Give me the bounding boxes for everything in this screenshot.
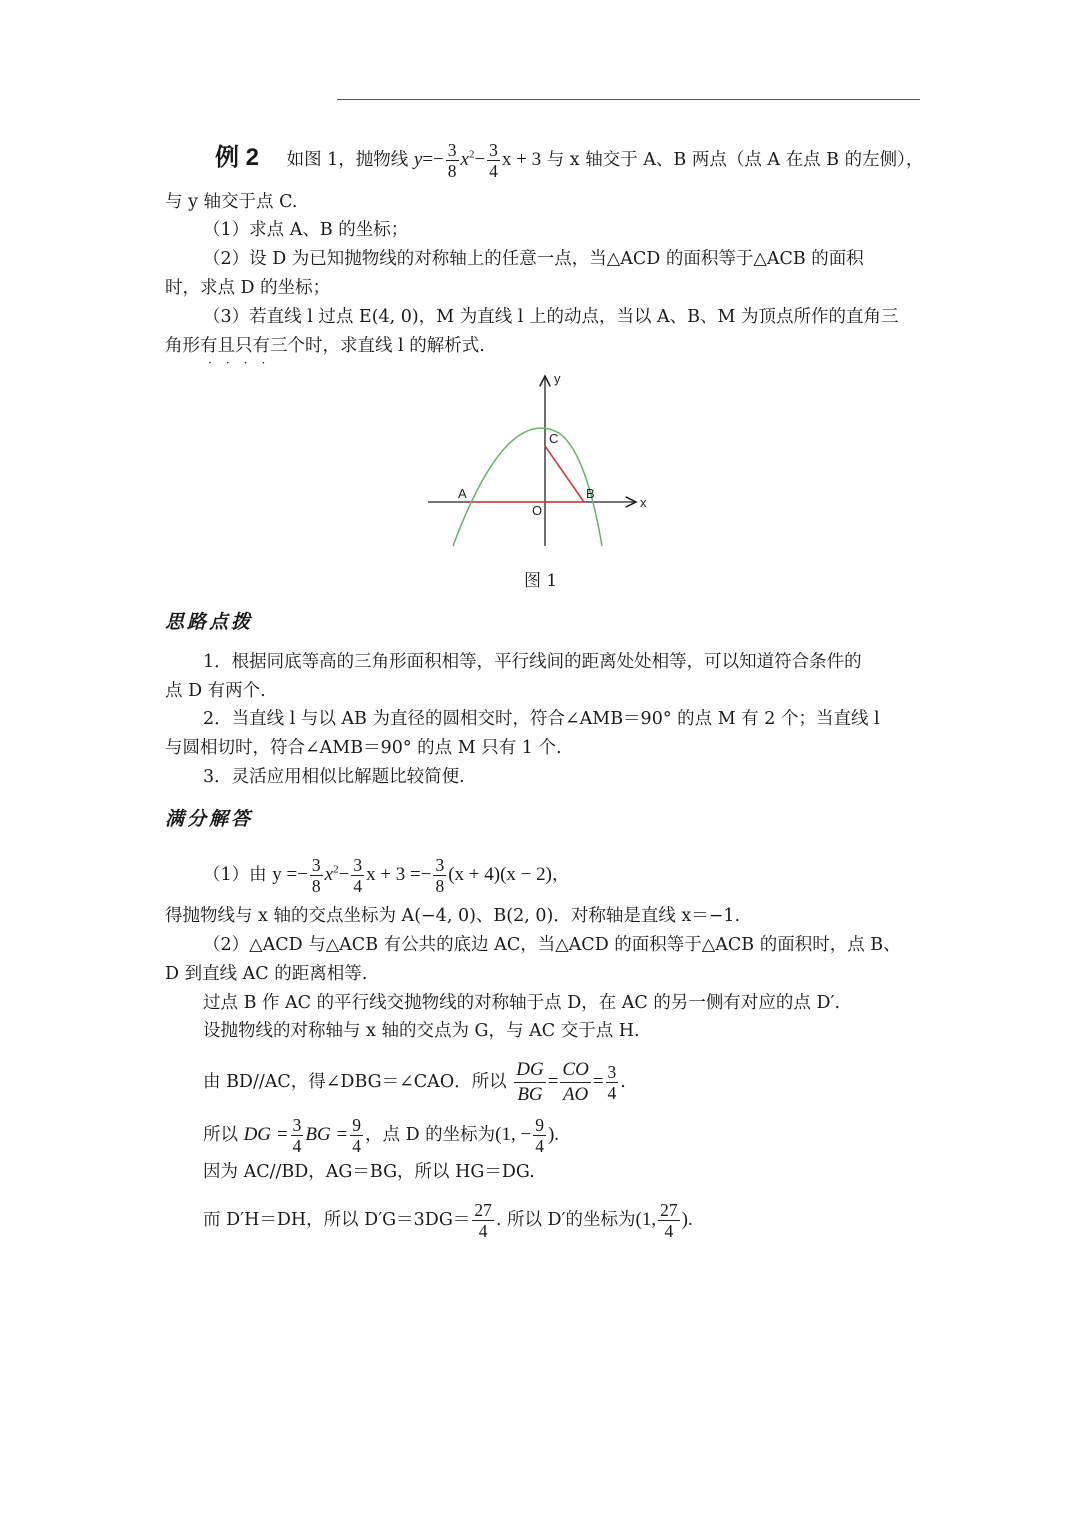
question-2b: 时，求点 D 的坐标； [165,278,331,298]
eq-frac-1: $\frac{3}{8}$ [447,140,457,181]
label-x: x [640,495,647,510]
s2e-frac-3: $\frac{3}{4}$ [607,1062,617,1103]
solution-2f: 所以 DG = $\frac{3}{4}$ BG = $\frac{9}{4}$ ，点 D 的坐标为(1, − $\frac{9}{4}$ ). [203,1115,560,1156]
label-C: C [549,431,559,446]
s2f-frac-3: $\frac{9}{4}$ [535,1115,544,1156]
question-2a: （2）设 D 为已知抛物线的对称轴上的任意一点，当△ACD 的面积等于△ACB 的面积 [203,249,864,269]
s1-frac-1: $\frac{3}{8}$ [311,855,321,896]
label-O: O [532,503,543,518]
question-3a: （3）若直线 l 过点 E(4, 0)，M 为直线 l 上的动点，当以 A、B、M 为顶点所作的直角三 [203,307,899,327]
question-3b: 角形有且只有三个时，求直线 l 的解析式. [165,336,485,356]
example-label: 例 2 [215,144,260,171]
header-rule [337,99,920,100]
eq-y: y=− [413,149,444,170]
solution-2a: （2）△ACD 与△ACB 有公共的底边 AC，当△ACD 的面积等于△ACB 的面积时，点 B、 [203,935,901,955]
s2e-frac-1: $\frac{DG}{BG}$ [516,1059,544,1105]
solution-2g: 因为 AC//BD，AG＝BG，所以 HG＝DG. [203,1162,535,1182]
s2h-frac-1: $\frac{27}{4}$ [474,1200,492,1241]
figure-caption: 图 1 [524,571,558,591]
label-A: A [458,486,467,501]
solution-2d: 设抛物线的对称轴与 x 轴的交点为 G，与 AC 交于点 H. [203,1021,640,1041]
eq-tail: x + 3 [501,149,542,170]
emphasis-dots: ···· [208,356,280,370]
s1-frac-3: $\frac{3}{8}$ [435,855,445,896]
s2h-frac-2: $\frac{27}{4}$ [660,1200,678,1241]
s2f-frac-1: $\frac{3}{4}$ [292,1115,302,1156]
solution-heading: 满分解答 [165,808,254,830]
figure-1 [420,368,660,553]
label-y: y [554,371,561,386]
label-B: B [586,486,595,501]
hint-1b: 点 D 有两个. [165,681,266,701]
parabola-curve [453,428,602,546]
problem-line-2: 与 y 轴交于点 C. [165,192,298,212]
solution-2c: 过点 B 作 AC 的平行线交抛物线的对称轴于点 D，在 AC 的另一侧有对应的点 D′. [203,993,841,1013]
question-1: （1）求点 A、B 的坐标； [203,220,409,240]
solution-2h: 而 D′H＝DH，所以 D′G＝3DG＝ $\frac{27}{4}$ . 所以 D′的坐标为(1, $\frac{27}{4}$ ). [203,1200,693,1241]
hint-3: 3．灵活应用相似比解题比较简便. [203,767,465,787]
problem-intro: 如图 1，抛物线 [286,150,409,170]
s2f-frac-2: $\frac{9}{4}$ [352,1115,361,1156]
segment-CB [545,446,584,502]
problem-line-1 [165,140,925,181]
hint-2a: 2．当直线 l 与以 AB 为直径的圆相交时，符合∠AMB＝90° 的点 M 有 2 个；当直线 l [203,709,880,729]
eq-x2: $x^2-$ [460,148,486,170]
solution-2b: D 到直线 AC 的距离相等. [165,964,368,984]
solution-1-eq: （1）由 y =− $\frac{3}{8}$ $x^2-$ $\frac{3}{4}$ x + 3 =− $\frac{3}{8}$ (x + 4)(x − 2)， [203,855,570,896]
s1-frac-2: $\frac{3}{4}$ [353,855,363,896]
hints-heading: 思路点拨 [165,611,254,633]
problem-intro-b: 与 x 轴交于 A、B 两点（点 A 在点 B 的左侧）， [546,150,924,170]
solution-2e: 由 BD//AC，得∠DBG＝∠CAO．所以 $\frac{DG}{BG}$ = $\frac{CO}{AO}$ = $\frac{3}{4}$ . [203,1059,626,1105]
hint-2b: 与圆相切时，符合∠AMB＝90° 的点 M 只有 1 个. [165,738,562,758]
s2e-frac-2: $\frac{CO}{AO}$ [562,1059,589,1105]
hint-1a: 1．根据同底等高的三角形面积相等，平行线间的距离处处相等，可以知道符合条件的 [203,652,862,672]
eq-frac-2: $\frac{3}{4}$ [489,140,498,181]
solution-1-result: 得抛物线与 x 轴的交点坐标为 A(−4, 0)、B(2, 0)．对称轴是直线 x＝−1. [165,906,741,926]
